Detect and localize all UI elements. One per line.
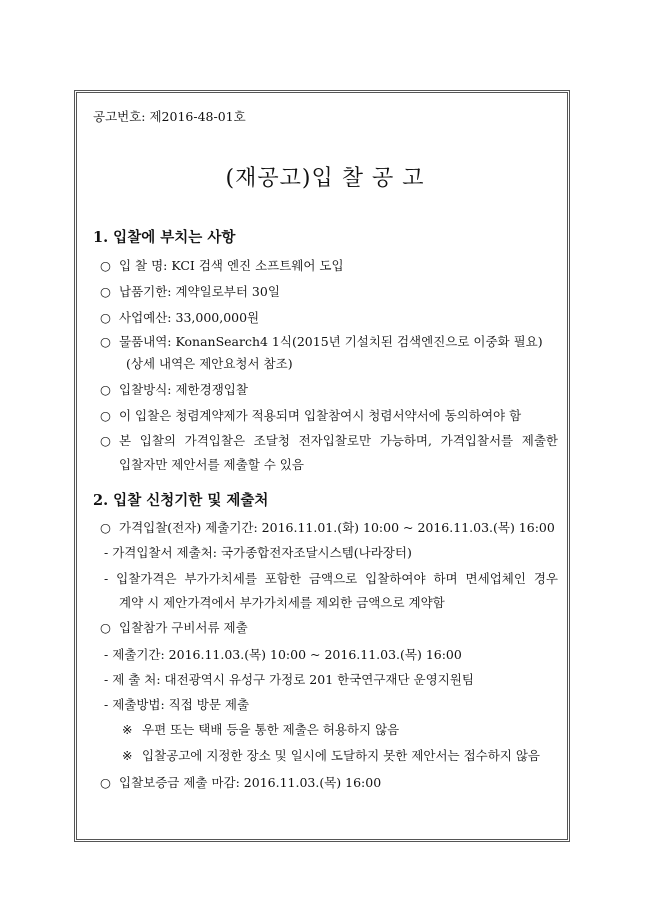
reference-mark-icon: ※ [122, 748, 133, 763]
notice-number: 공고번호: 제2016-48-01호 [93, 109, 246, 124]
item-price-period [100, 520, 555, 536]
section2-heading: 2. 입찰 신청기한 및 제출처 [93, 492, 269, 509]
item-text: 입 찰 명: KCI 검색 엔진 소프트웨어 도입 [119, 258, 344, 273]
bullet-icon: ○ [100, 775, 111, 790]
item-text: 사업예산: 33,000,000원 [119, 310, 260, 325]
bullet-icon: ○ [100, 334, 111, 349]
item-text: 입찰참가 구비서류 제출 [119, 620, 248, 635]
item-price-vat: - 입찰가격은 부가가치세를 포함한 금액으로 입찰하여야 하며 면세업체인 경우 [104, 571, 558, 586]
item-price-place: - 가격입찰서 제출처: 국가종합전자조달시스템(나라장터) [104, 545, 412, 560]
item-text: 가격입찰(전자) 제출기간: 2016.11.01.(화) 10:00 ~ 2016.11.03.(목) 16:00 [119, 520, 555, 535]
item-text: 입찰보증금 제출 마감: 2016.11.03.(목) 16:00 [119, 775, 382, 790]
item-deposit [100, 775, 381, 791]
item-docs-period: - 제출기간: 2016.11.03.(목) 10:00 ~ 2016.11.03.(목) 16:00 [104, 647, 462, 662]
item-text: 입찰방식: 제한경쟁입찰 [119, 382, 248, 397]
bullet-icon: ○ [100, 433, 111, 448]
item-docs-method: - 제출방법: 직접 방문 제출 [104, 697, 250, 712]
item-deadline [100, 284, 280, 300]
bullet-icon: ○ [100, 258, 111, 273]
item-text: 납품기한: 계약일로부터 30일 [119, 284, 280, 299]
item-budget [100, 310, 259, 326]
item-text: 물품내역: KonanSearch4 1식(2015년 기설치된 검색엔진으로 이중화 필요) [119, 334, 543, 349]
item-goods-note: (상세 내역은 제안요청서 참조) [126, 356, 293, 371]
item-docs-place: - 제 출 처: 대전광역시 유성구 가정로 201 한국연구재단 운영지원팀 [104, 672, 474, 687]
item-clean-contract [100, 408, 521, 424]
bullet-icon: ○ [100, 284, 111, 299]
page-title: (재공고)입 찰 공 고 [225, 166, 425, 191]
item-method [100, 382, 248, 398]
item-price-vat-cont: 계약 시 제안가격에서 부가가치세를 제외한 금액으로 계약함 [119, 595, 445, 610]
note-text: 우편 또는 택배 등을 통한 제출은 허용하지 않음 [142, 722, 400, 737]
bullet-icon: ○ [100, 382, 111, 397]
bullet-icon: ○ [100, 620, 111, 635]
reference-mark-icon: ※ [122, 722, 133, 737]
item-text: 이 입찰은 청렴계약제가 적용되며 입찰참여시 청렴서약서에 동의하여야 함 [119, 408, 522, 423]
item-goods [100, 334, 543, 350]
note-mail [122, 722, 399, 738]
bullet-icon: ○ [100, 408, 111, 423]
item-price-bid-cont: 입찰자만 제안서를 제출할 수 있음 [119, 457, 304, 472]
bullet-icon: ○ [100, 310, 111, 325]
section1-heading: 1. 입찰에 부치는 사항 [93, 229, 236, 246]
item-docs [100, 620, 248, 636]
note-text: 입찰공고에 지정한 장소 및 일시에 도달하지 못한 제안서는 접수하지 않음 [142, 748, 541, 763]
note-late [122, 748, 540, 764]
bullet-icon: ○ [100, 520, 111, 535]
item-bid-name [100, 258, 344, 274]
item-text: 본 입찰의 가격입찰은 조달청 전자입찰로만 가능하며, 가격입찰서를 제출한 [119, 433, 558, 448]
item-price-bid [100, 433, 558, 449]
